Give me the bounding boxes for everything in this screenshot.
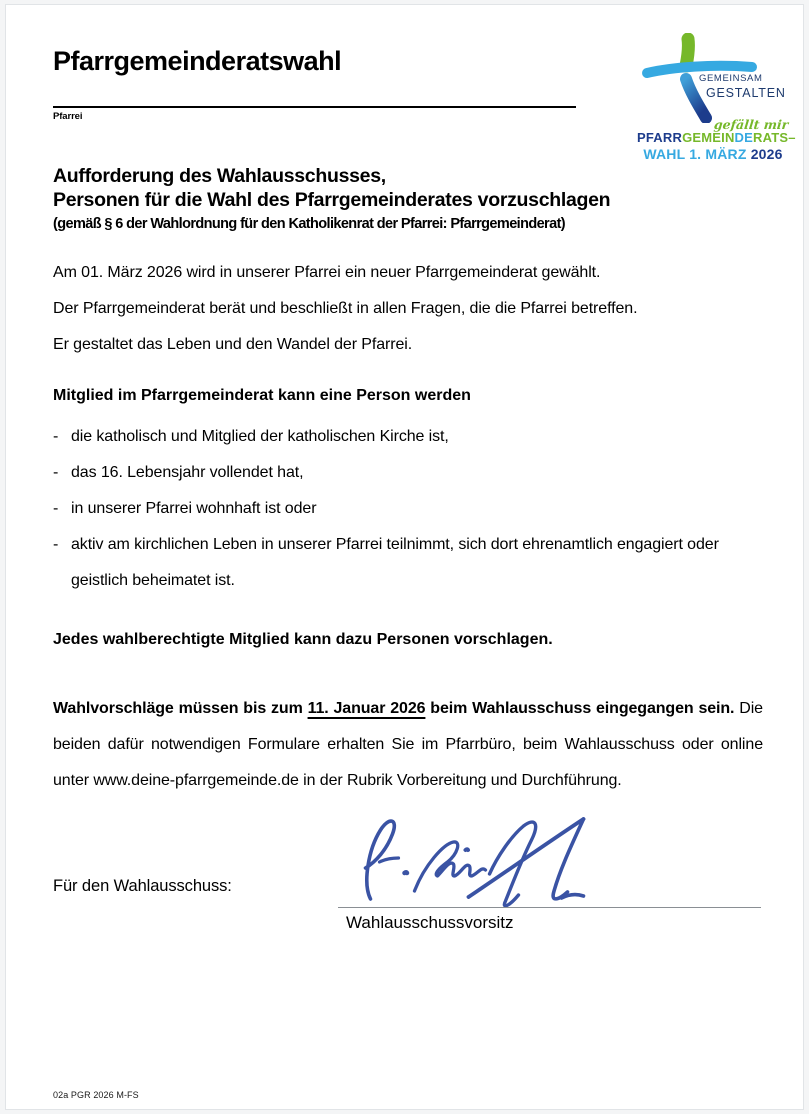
election-banner — [637, 130, 796, 162]
signature-caption: Wahlausschussvorsitz — [346, 913, 514, 932]
handwritten-signature — [346, 813, 601, 907]
logo-script-motto: gefällt mir — [713, 117, 790, 132]
list-item-text: aktiv am kirchlichen Leben in unserer Pfarrei teilnimmt, sich dort ehrenamtlich engagiert oder geistlich beheimatet ist. — [71, 536, 719, 589]
dash-bullet: - — [53, 428, 59, 445]
list-item — [53, 419, 763, 455]
intro-line: Er gestaltet das Leben und den Wandel der Pfarrei. — [53, 336, 413, 353]
election-banner-line1 — [637, 130, 796, 146]
main-heading-line2: Personen für die Wahl des Pfarrgemeinderates vorzuschlagen — [53, 189, 611, 211]
banner-segment: RATS– — [753, 130, 796, 145]
deadline-paragraph — [53, 691, 763, 799]
main-heading — [53, 164, 763, 212]
list-item — [53, 491, 763, 527]
deadline-regular-text: Die beiden dafür notwendigen Formulare erhalten Sie im Pfarrbüro, beim Wahlausschuss oder online unter www.deine-pfarrgemeinde.de in der Rubrik Vorbereitung und Durchführung. — [53, 700, 763, 789]
heading-legal-note: (gemäß § 6 der Wahlordnung für den Katholikenrat der Pfarrei: Pfarrgemeinderat) — [53, 216, 566, 232]
signature-block — [53, 813, 763, 963]
intro-line: Der Pfarrgemeinderat berät und beschließt in allen Fragen, die die Pfarrei betreffen. — [53, 300, 638, 317]
document-page — [5, 4, 804, 1110]
signature-label: Für den Wahlausschuss: — [53, 877, 232, 895]
dash-bullet: - — [53, 536, 59, 553]
banner-segment: PFARR — [637, 130, 683, 145]
pfarrei-fill-line — [53, 106, 576, 108]
page-title: Pfarrgemeinderatswahl — [53, 46, 342, 76]
proposal-heading: Jedes wahlberechtigte Mitglied kann dazu Personen vorschlagen. — [53, 631, 553, 648]
banner-segment: WAHL 1. MÄRZ — [643, 146, 751, 162]
list-item-text: das 16. Lebensjahr vollendet hat, — [71, 464, 304, 481]
logo-tagline-line1: GEMEINSAM — [699, 73, 763, 84]
dash-bullet: - — [53, 464, 59, 481]
list-item — [53, 455, 763, 491]
main-heading-line1: Aufforderung des Wahlausschusses, — [53, 165, 386, 187]
election-banner-line2 — [637, 146, 789, 162]
banner-segment: DE — [734, 130, 754, 145]
form-code: 02a PGR 2026 M-FS — [53, 1090, 139, 1100]
membership-list — [53, 419, 763, 599]
logo-tagline-line2: GESTALTEN — [706, 86, 786, 100]
deadline-date: 11. Januar 2026 — [307, 700, 426, 717]
banner-segment: GEMEIN — [682, 130, 735, 145]
logo-tagline — [699, 73, 786, 100]
pfarrei-label: Pfarrei — [53, 111, 83, 122]
list-item-text: die katholisch und Mitglied der katholischen Kirche ist, — [71, 428, 449, 445]
list-item-text: in unserer Pfarrei wohnhaft ist oder — [71, 500, 317, 517]
intro-line: Am 01. März 2026 wird in unserer Pfarrei ein neuer Pfarrgemeinderat gewählt. — [53, 264, 601, 281]
membership-heading: Mitglied im Pfarrgemeinderat kann eine Person werden — [53, 387, 471, 404]
intro-paragraph — [53, 255, 763, 363]
deadline-bold-before: Wahlvorschläge müssen bis zum — [53, 700, 308, 717]
list-item — [53, 527, 763, 599]
campaign-logo — [637, 33, 796, 167]
signature-column — [338, 813, 761, 933]
deadline-bold-after: beim Wahlausschuss eingegangen sein. — [425, 700, 735, 717]
banner-segment: 2026 — [750, 146, 783, 162]
dash-bullet: - — [53, 500, 59, 517]
